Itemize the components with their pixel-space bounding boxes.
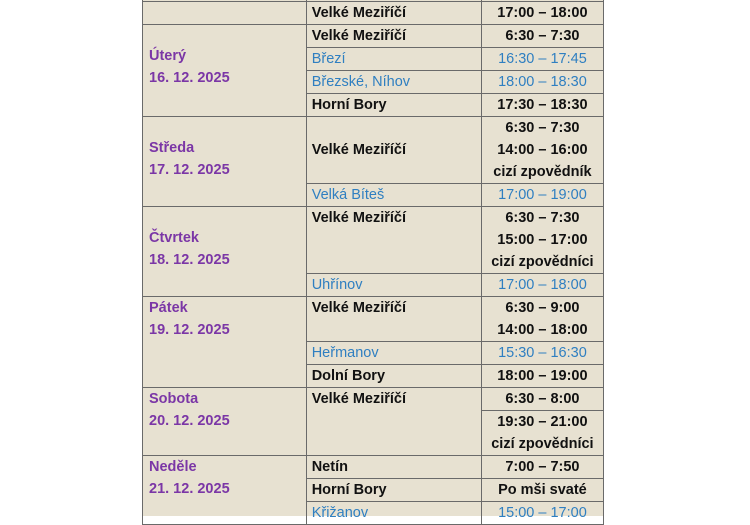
time-line: 6:30 – 7:30 <box>505 120 580 136</box>
day-cell-saturday <box>143 388 307 456</box>
location-cell: Březské, Níhov <box>306 71 481 94</box>
table-row <box>143 207 604 274</box>
day-date: 17. 12. 2025 <box>149 162 230 178</box>
day-date: 20. 12. 2025 <box>149 413 230 429</box>
location-cell: Březí <box>306 48 481 71</box>
location-cell: Velké Meziříčí <box>306 25 481 48</box>
time-cell <box>481 411 603 456</box>
time-note: cizí zpovědníci <box>491 436 594 452</box>
time-cell: 15:00 – 17:00 <box>481 502 603 525</box>
day-cell-sunday <box>143 456 307 525</box>
time-line: 6:30 – 9:00 <box>505 300 580 316</box>
table-row <box>143 297 604 342</box>
table-row <box>143 25 604 48</box>
time-line: 14:00 – 18:00 <box>497 322 588 338</box>
time-cell: 17:00 – 18:00 <box>481 2 603 25</box>
time-cell: 16:30 – 17:45 <box>481 48 603 71</box>
day-cell-friday <box>143 297 307 388</box>
time-note: cizí zpovědník <box>493 164 592 180</box>
day-date: 21. 12. 2025 <box>149 481 230 497</box>
time-cell: 18:00 – 19:00 <box>481 365 603 388</box>
time-cell: 6:30 – 8:00 <box>481 388 603 411</box>
location-cell: Horní Bory <box>306 94 481 117</box>
location-cell: Netín <box>306 456 481 479</box>
location-cell: Velké Meziříčí <box>306 207 481 274</box>
location-cell: Dolní Bory <box>306 365 481 388</box>
day-name: Čtvrtek <box>149 230 199 246</box>
table-row <box>143 2 604 25</box>
day-date: 18. 12. 2025 <box>149 252 230 268</box>
time-note: cizí zpovědníci <box>491 254 594 270</box>
day-cell-tuesday <box>143 25 307 117</box>
location-cell: Heřmanov <box>306 342 481 365</box>
location-cell: Velká Bíteš <box>306 184 481 207</box>
day-date: 16. 12. 2025 <box>149 70 230 86</box>
table-row <box>143 388 604 411</box>
confession-schedule-table <box>142 0 604 525</box>
time-cell: 17:00 – 19:00 <box>481 184 603 207</box>
location-cell: Křižanov <box>306 502 481 525</box>
time-cell <box>481 117 603 184</box>
location-cell: Uhřínov <box>306 274 481 297</box>
time-line: 14:00 – 16:00 <box>497 142 588 158</box>
day-cell-thursday <box>143 207 307 297</box>
table-row <box>143 456 604 479</box>
time-cell: 17:30 – 18:30 <box>481 94 603 117</box>
time-cell: 17:00 – 18:00 <box>481 274 603 297</box>
day-name: Sobota <box>149 391 199 407</box>
time-cell: 7:00 – 7:50 <box>481 456 603 479</box>
day-name: Pátek <box>149 300 188 316</box>
time-line: 19:30 – 21:00 <box>497 414 588 430</box>
location-cell: Velké Meziříčí <box>306 117 481 184</box>
location-cell: Velké Meziříčí <box>306 297 481 342</box>
day-name: Úterý <box>149 48 187 64</box>
day-name: Středa <box>149 140 195 156</box>
day-date: 19. 12. 2025 <box>149 322 230 338</box>
time-line: 15:00 – 17:00 <box>497 232 588 248</box>
time-cell: 18:00 – 18:30 <box>481 71 603 94</box>
time-cell <box>481 207 603 274</box>
location-cell: Velké Meziříčí <box>306 388 481 456</box>
time-cell: 6:30 – 7:30 <box>481 25 603 48</box>
time-cell: Po mši svaté <box>481 479 603 502</box>
time-cell <box>481 297 603 342</box>
day-cell-wednesday <box>143 117 307 207</box>
table-row <box>143 117 604 184</box>
location-cell: Horní Bory <box>306 479 481 502</box>
day-cell <box>143 2 307 25</box>
day-name: Neděle <box>149 459 197 475</box>
time-line: 6:30 – 7:30 <box>505 210 580 226</box>
location-cell: Velké Meziříčí <box>306 2 481 25</box>
schedule-sheet <box>142 0 604 521</box>
time-cell: 15:30 – 16:30 <box>481 342 603 365</box>
